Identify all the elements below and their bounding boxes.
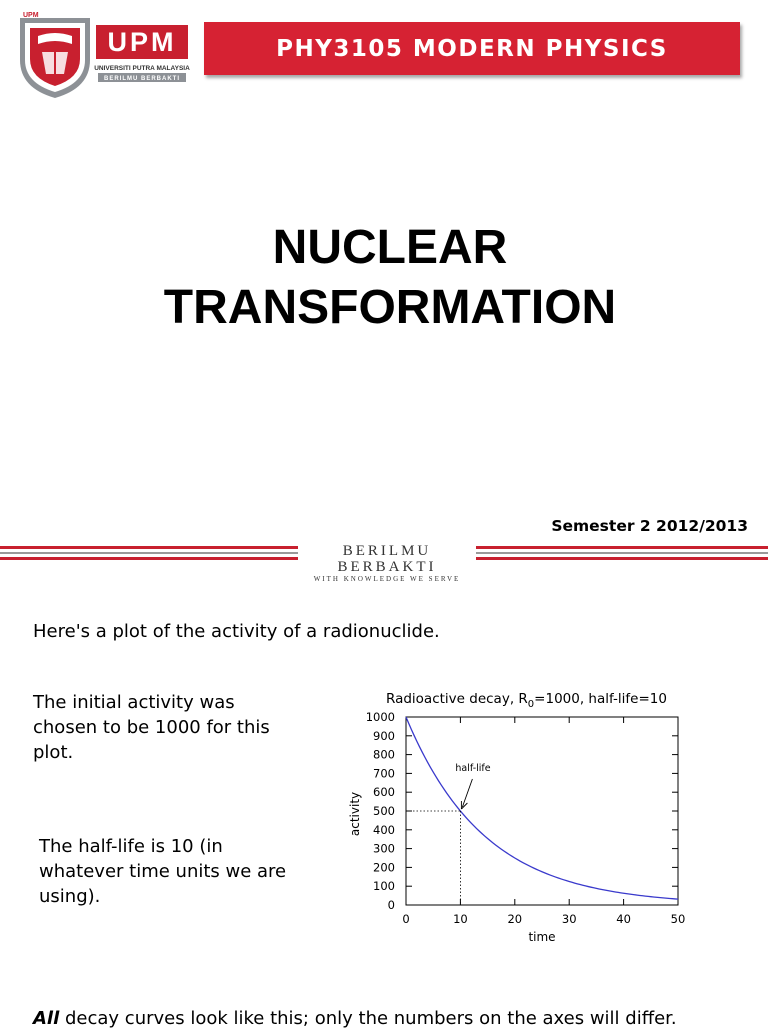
y-tick-label-0: 0 [387, 898, 395, 912]
slide-title [0, 218, 768, 338]
logo-university-name: UNIVERSITI PUTRA MALAYSIA [94, 65, 190, 72]
x-tick-label-20: 20 [507, 912, 523, 926]
y-tick-label-900: 900 [373, 728, 395, 743]
title-line-1: NUCLEAR [272, 221, 508, 274]
chart-title: Radioactive decay, $R_0=1000$, half-life=10 [386, 691, 667, 710]
half-life-text: The half-life is 10 (in whatever time units we are using). [39, 836, 287, 907]
initial-activity-text: The initial activity was chosen to be 1000 for this plot. [33, 692, 270, 763]
upm-logo [18, 10, 190, 100]
x-tick-label-10: 10 [453, 912, 468, 926]
summary-rest: decay curves look like this; only the numbers on the axes will differ. [59, 1008, 677, 1029]
logo-acronym: UPM [107, 27, 177, 57]
motto-sub: WITH KNOWLEDGE WE SERVE [313, 575, 461, 583]
summary-text [33, 1006, 768, 1031]
x-tick-label-0: 0 [402, 912, 410, 926]
motto-text [298, 542, 476, 583]
y-tick-label-700: 700 [373, 766, 395, 781]
logo-motto: BERILMU BERBAKTI [104, 76, 180, 82]
y-tick-label-400: 400 [373, 822, 395, 837]
x-tick-label-30: 30 [561, 912, 577, 926]
shield-icon [20, 18, 90, 98]
y-axis-label: activity [348, 791, 362, 837]
y-tick-label-1000: 1000 [365, 710, 395, 724]
half-life-annotation: half-life [455, 763, 491, 774]
intro-text: Here's a plot of the activity of a radionuclide. [33, 621, 440, 642]
y-tick-label-300: 300 [373, 841, 395, 856]
decay-chart [344, 684, 704, 948]
x-axis-label: time [528, 930, 556, 944]
y-tick-label-100: 100 [373, 879, 395, 894]
x-tick-label-50: 50 [670, 912, 686, 926]
half-life-arrow [462, 779, 472, 807]
x-tick-label-40: 40 [616, 912, 631, 926]
y-tick-label-600: 600 [373, 785, 395, 800]
y-tick-label-200: 200 [373, 860, 395, 875]
title-line-2: TRANSFORMATION [163, 281, 617, 334]
semester-label: Semester 2 2012/2013 [551, 517, 748, 535]
plot-frame [406, 717, 678, 905]
motto-main: BERILMU BERBAKTI [337, 543, 437, 575]
course-title-banner: PHY3105 MODERN PHYSICS [204, 22, 740, 75]
y-tick-label-500: 500 [373, 804, 395, 818]
decay-curve-line [406, 717, 678, 899]
logo-acronym-small: UPM [23, 12, 39, 19]
y-tick-label-800: 800 [373, 747, 395, 762]
summary-emphasis: All [33, 1008, 60, 1029]
